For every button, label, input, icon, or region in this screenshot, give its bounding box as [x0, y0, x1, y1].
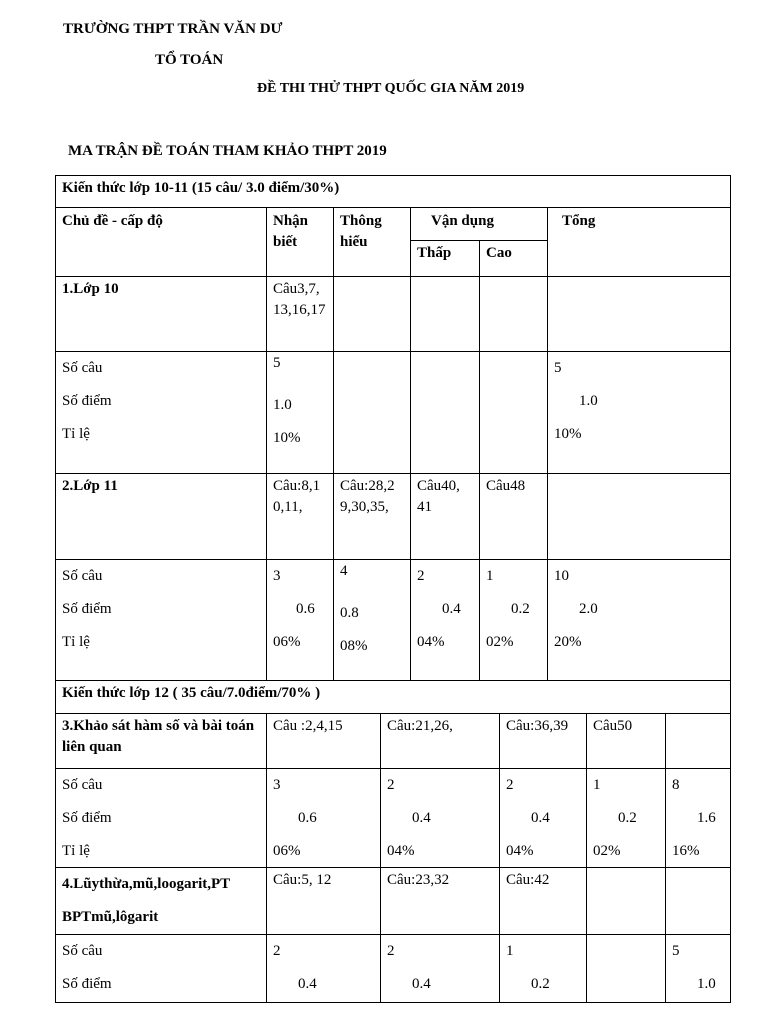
topic-luy-thua-nb-stats: 2 0.4 — [266, 934, 381, 1003]
topic-lop-10-tong-stats: 5 1.0 10% — [547, 351, 731, 474]
topic-khao-sat-thap-stats: 2 0.4 04% — [499, 768, 587, 868]
stats-labels: Số câu Số điểm Tỉ lệ — [55, 351, 267, 474]
topic-khao-sat-ham-so: 3.Khảo sát hàm số và bài toán liên quan — [55, 713, 267, 769]
topic-khao-sat-nb-stats: 3 0.6 06% — [266, 768, 381, 868]
topic-lop-10-th-questions — [333, 276, 411, 352]
topic-khao-sat-nb-questions: Câu :2,4,15 — [266, 713, 381, 769]
topic-khao-sat-tong-stats: 8 1.6 16% — [665, 768, 731, 868]
topic-khao-sat-cao-questions: Câu50 — [586, 713, 666, 769]
topic-lop-11: 2.Lớp 11 — [55, 473, 267, 560]
topic-luy-thua-mu-logarit: 4.Lũythừa,mũ,loogarit,PT BPTmũ,lôgarit — [55, 867, 267, 935]
header-thap: Thấp — [410, 240, 480, 277]
topic-luy-thua-th-stats: 2 0.4 — [380, 934, 500, 1003]
topic-lop-10-tong — [547, 276, 731, 352]
topic-luy-thua-thap-questions: Câu:42 — [499, 867, 587, 935]
topic-lop-11-nb-stats: 3 0.6 06% — [266, 559, 334, 681]
header-topic: Chủ đề - cấp độ — [55, 207, 267, 277]
topic-khao-sat-thap-questions: Câu:36,39 — [499, 713, 587, 769]
topic-lop-10-thap-stats — [410, 351, 480, 474]
topic-luy-thua-cao-stats — [586, 934, 666, 1003]
topic-lop-10-cao-stats — [479, 351, 548, 474]
section-heading-12: Kiến thức lớp 12 ( 35 câu/7.0điểm/70% ) — [55, 680, 731, 714]
topic-luy-thua-cao-questions — [586, 867, 666, 935]
topic-luy-thua-tong — [665, 867, 731, 935]
topic-lop-10-cao-questions — [479, 276, 548, 352]
header-cao: Cao — [479, 240, 548, 277]
topic-lop-10-nb-questions: Câu3,7,13,16,17 — [266, 276, 334, 352]
header-nhan-biet: Nhận biết — [266, 207, 334, 277]
topic-lop-11-cao-questions: Câu48 — [479, 473, 548, 560]
header-thong-hieu: Thông hiểu — [333, 207, 411, 277]
topic-lop-10: 1.Lớp 10 — [55, 276, 267, 352]
stats-labels: Số câu Số điểm Tỉ lệ — [55, 768, 267, 868]
topic-lop-11-thap-stats: 2 0.4 04% — [410, 559, 480, 681]
topic-khao-sat-th-stats: 2 0.4 04% — [380, 768, 500, 868]
topic-lop-10-nb-stats: 5 1.0 10% — [266, 351, 334, 474]
header-tong: Tổng — [547, 207, 731, 277]
stats-labels: Số câu Số điểm Tỉ lệ — [55, 559, 267, 681]
topic-luy-thua-nb-questions: Câu:5, 12 — [266, 867, 381, 935]
topic-lop-11-th-stats: 4 0.8 08% — [333, 559, 411, 681]
topic-khao-sat-cao-stats: 1 0.2 02% — [586, 768, 666, 868]
topic-lop-11-cao-stats: 1 0.2 02% — [479, 559, 548, 681]
topic-lop-11-th-questions: Câu:28,29,30,35, — [333, 473, 411, 560]
section-heading-10-11: Kiến thức lớp 10-11 (15 câu/ 3.0 điểm/30%) — [55, 175, 731, 208]
topic-lop-10-th-stats — [333, 351, 411, 474]
topic-lop-10-thap-questions — [410, 276, 480, 352]
topic-lop-11-tong-stats: 10 2.0 20% — [547, 559, 731, 681]
topic-khao-sat-th-questions: Câu:21,26, — [380, 713, 500, 769]
topic-luy-thua-tong-stats: 5 1.0 — [665, 934, 731, 1003]
topic-lop-11-nb-questions: Câu:8,10,11, — [266, 473, 334, 560]
topic-lop-11-tong — [547, 473, 731, 560]
topic-khao-sat-tong — [665, 713, 731, 769]
topic-luy-thua-th-questions: Câu:23,32 — [380, 867, 500, 935]
matrix-title: MA TRẬN ĐỀ TOÁN THAM KHẢO THPT 2019 — [68, 143, 387, 159]
topic-lop-11-thap-questions: Câu40, 41 — [410, 473, 480, 560]
header-van-dung: Vận dụng — [410, 207, 548, 241]
school-name: TRƯỜNG THPT TRẦN VĂN DƯ — [63, 21, 283, 37]
stats-labels: Số câu Số điểm — [55, 934, 267, 1003]
topic-luy-thua-thap-stats: 1 0.2 — [499, 934, 587, 1003]
exam-title: ĐỀ THI THỬ THPT QUỐC GIA NĂM 2019 — [257, 81, 525, 96]
department-name: TỔ TOÁN — [155, 52, 224, 68]
